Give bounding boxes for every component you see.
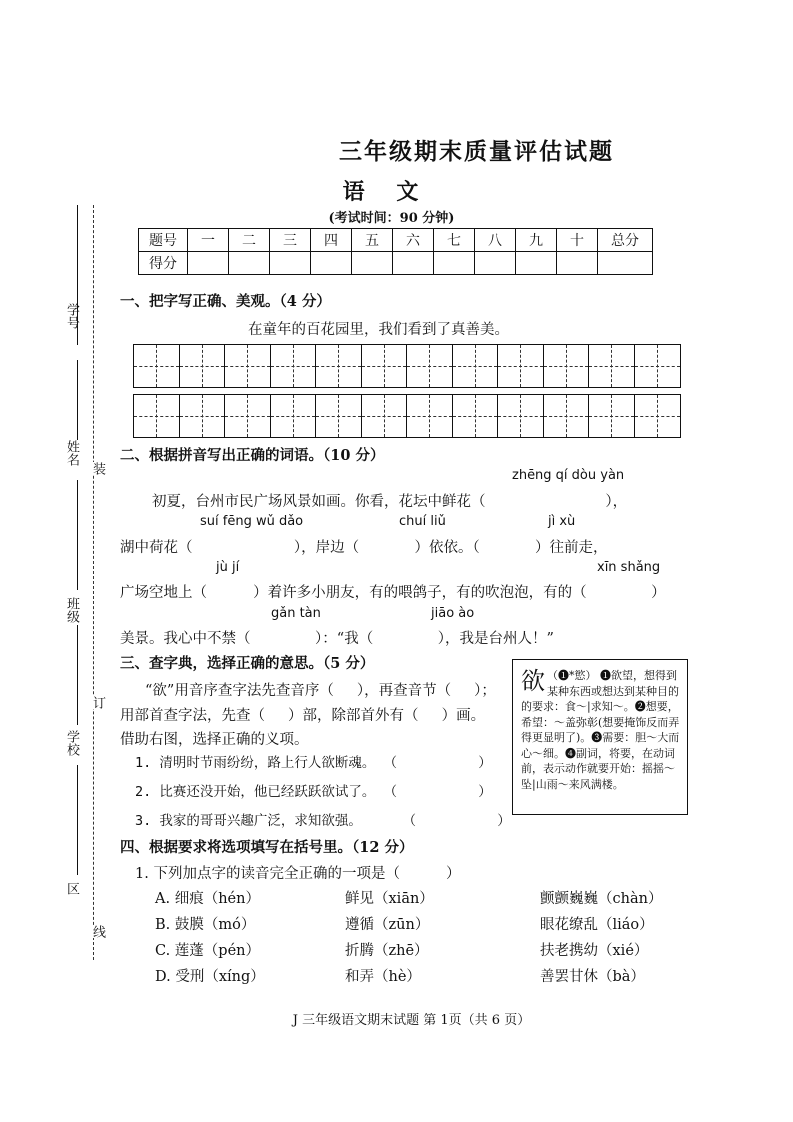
- binding-dashed-line: [93, 205, 94, 960]
- score-input-cell[interactable]: [311, 252, 352, 275]
- binding-fill-line: [77, 765, 78, 875]
- option-a-1: A. 细痕（hén）: [155, 891, 260, 907]
- writing-cell[interactable]: [180, 345, 226, 387]
- section-1-heading: 一、把字写正确、美观。（4 分）: [120, 293, 331, 310]
- copy-sentence: 在童年的百花园里，我们看到了真善美。: [248, 322, 509, 338]
- writing-cell[interactable]: [271, 345, 317, 387]
- score-header-cell: 四: [311, 229, 352, 252]
- meaning-question-2: 2. 比赛还没开始，他已经跃跃欲试了。 （ ）: [135, 784, 492, 800]
- score-input-cell[interactable]: [188, 252, 229, 275]
- writing-cell[interactable]: [225, 345, 271, 387]
- score-header-cell: 题号: [139, 229, 188, 252]
- binding-fill-line: [77, 480, 78, 590]
- writing-cell[interactable]: [589, 395, 635, 437]
- option-a-2: 鲜见（xiān）: [345, 891, 434, 907]
- option-b-1: B. 鼓膜（mó）: [155, 917, 256, 933]
- score-input-cell[interactable]: [434, 252, 475, 275]
- section-4-heading: 四、根据要求将选项填写在括号里。（12 分）: [120, 839, 414, 856]
- score-input-cell[interactable]: [352, 252, 393, 275]
- dictionary-definition: （❶*慾） ❶欲望，想得到某种东西或想达到某种目的的要求：食～|求知～。❷想要，希望：～盖弥彰(想要掩饰反而弄得更显明了)。❸需要：胆～大而心～细。❹副词，将要，在动词前，表示动作就要开始：摇摇～坠|山雨～来风满楼。: [521, 669, 680, 791]
- dictionary-question-2: 用部首查字法，先查（ ）部，除部首外有（ ）画。: [120, 708, 486, 724]
- dictionary-instruction: 借助右图，选择正确的义项。: [120, 732, 309, 748]
- school-label: 学校: [64, 730, 79, 756]
- meaning-question-1: 1. 清明时节雨纷纷，路上行人欲断魂。 （ ）: [135, 755, 492, 771]
- option-a-3: 颤颤巍巍（chàn）: [540, 891, 663, 907]
- pinyin-prompt: suí fēng wǔ dǎo: [200, 514, 304, 529]
- dictionary-question-1: “欲”用音序查字法先查音序（ ），再查音节（ ）；: [145, 683, 496, 699]
- binding-fill-line: [77, 625, 78, 725]
- writing-cell[interactable]: [180, 395, 226, 437]
- writing-cell[interactable]: [453, 345, 499, 387]
- pinyin-sentence-1: 初夏，台州市民广场风景如画。你看，花坛中鲜花（ ），: [152, 494, 628, 510]
- class-label: 班级: [64, 597, 79, 623]
- writing-cell[interactable]: [544, 395, 590, 437]
- pinyin-prompt: gǎn tàn: [271, 606, 321, 621]
- pinyin-prompt: zhēng qí dòu yàn: [512, 468, 625, 483]
- pronunciation-question: 1. 下列加点字的读音完全正确的一项是（ ）: [135, 866, 461, 882]
- writing-cell[interactable]: [271, 395, 317, 437]
- score-header-cell: 一: [188, 229, 229, 252]
- exam-time: (考试时间：90 分钟): [328, 211, 455, 226]
- writing-cell[interactable]: [635, 395, 681, 437]
- pinyin-sentence-2: 湖中荷花（ ），岸边（ ）依依。（ ）往前走，: [120, 540, 608, 556]
- score-table: [138, 228, 653, 275]
- dictionary-character: 欲: [521, 667, 545, 695]
- option-b-2: 遵循（zūn）: [345, 917, 430, 933]
- binding-fill-line: [77, 360, 78, 440]
- score-header-cell: 七: [434, 229, 475, 252]
- writing-grid-2[interactable]: [133, 394, 681, 438]
- score-input-cell[interactable]: [393, 252, 434, 275]
- writing-cell[interactable]: [362, 345, 408, 387]
- writing-grid-1[interactable]: [133, 344, 681, 388]
- pinyin-prompt: jù jí: [216, 560, 240, 575]
- binding-mark-zhuang: 装: [90, 462, 105, 475]
- score-header-cell: 五: [352, 229, 393, 252]
- dictionary-entry-box: [512, 659, 688, 815]
- writing-cell[interactable]: [134, 395, 180, 437]
- writing-cell[interactable]: [407, 345, 453, 387]
- option-c-3: 扶老携幼（xié）: [540, 943, 649, 959]
- binding-mark-ding: 订: [90, 696, 105, 709]
- meaning-question-3: 3. 我家的哥哥兴趣广泛，求知欲强。 （ ）: [135, 813, 511, 829]
- pinyin-sentence-3: 广场空地上（ ）着许多小朋友，有的喂鸽子，有的吹泡泡，有的（ ）: [120, 585, 666, 601]
- option-c-2: 折腾（zhē）: [345, 943, 429, 959]
- score-input-cell[interactable]: [270, 252, 311, 275]
- page-footer: J 三年级语文期末试题 第 1页（共 6 页）: [292, 1013, 531, 1028]
- section-2-heading: 二、根据拼音写出正确的词语。（10 分）: [120, 447, 385, 464]
- pinyin-prompt: chuí liǔ: [399, 514, 446, 529]
- district-label: 区: [64, 882, 79, 895]
- section-3-heading: 三、查字典，选择正确的意思。（5 分）: [120, 655, 375, 672]
- score-row-label: 得分: [139, 252, 188, 275]
- subject-title: 语 文: [342, 179, 431, 205]
- pinyin-prompt: jiāo ào: [431, 606, 475, 621]
- score-input-cell[interactable]: [598, 252, 653, 275]
- score-header-cell: 二: [229, 229, 270, 252]
- student-id-label: 学号: [64, 303, 79, 329]
- score-input-cell[interactable]: [475, 252, 516, 275]
- score-header-cell: 八: [475, 229, 516, 252]
- option-c-1: C. 莲蓬（pén）: [155, 943, 260, 959]
- score-input-cell[interactable]: [229, 252, 270, 275]
- writing-cell[interactable]: [498, 345, 544, 387]
- exam-title: 三年级期末质量评估试题: [339, 138, 614, 165]
- writing-cell[interactable]: [225, 395, 271, 437]
- writing-cell[interactable]: [498, 395, 544, 437]
- score-header-cell: 六: [393, 229, 434, 252]
- pinyin-sentence-4: 美景。我心中不禁（ ）：“我（ ），我是台州人！”: [120, 631, 554, 647]
- writing-cell[interactable]: [589, 345, 635, 387]
- writing-cell[interactable]: [635, 345, 681, 387]
- score-header-cell: 九: [516, 229, 557, 252]
- option-d-1: D. 受刑（xíng）: [155, 969, 265, 985]
- pinyin-prompt: jì xù: [548, 514, 576, 529]
- score-input-cell[interactable]: [516, 252, 557, 275]
- binding-mark-xian: 线: [90, 925, 105, 938]
- writing-cell[interactable]: [407, 395, 453, 437]
- score-input-cell[interactable]: [557, 252, 598, 275]
- writing-cell[interactable]: [316, 345, 362, 387]
- writing-cell[interactable]: [134, 345, 180, 387]
- option-d-2: 和弄（hè）: [345, 969, 421, 985]
- option-b-3: 眼花缭乱（liáo）: [540, 917, 654, 933]
- option-d-3: 善罢甘休（bà）: [540, 969, 645, 985]
- score-header-cell: 总分: [598, 229, 653, 252]
- writing-cell[interactable]: [362, 395, 408, 437]
- writing-cell[interactable]: [544, 345, 590, 387]
- writing-cell[interactable]: [316, 395, 362, 437]
- writing-cell[interactable]: [453, 395, 499, 437]
- name-label: 姓名: [64, 440, 79, 466]
- pinyin-prompt: xīn shǎng: [597, 560, 661, 575]
- score-header-cell: 十: [557, 229, 598, 252]
- score-header-cell: 三: [270, 229, 311, 252]
